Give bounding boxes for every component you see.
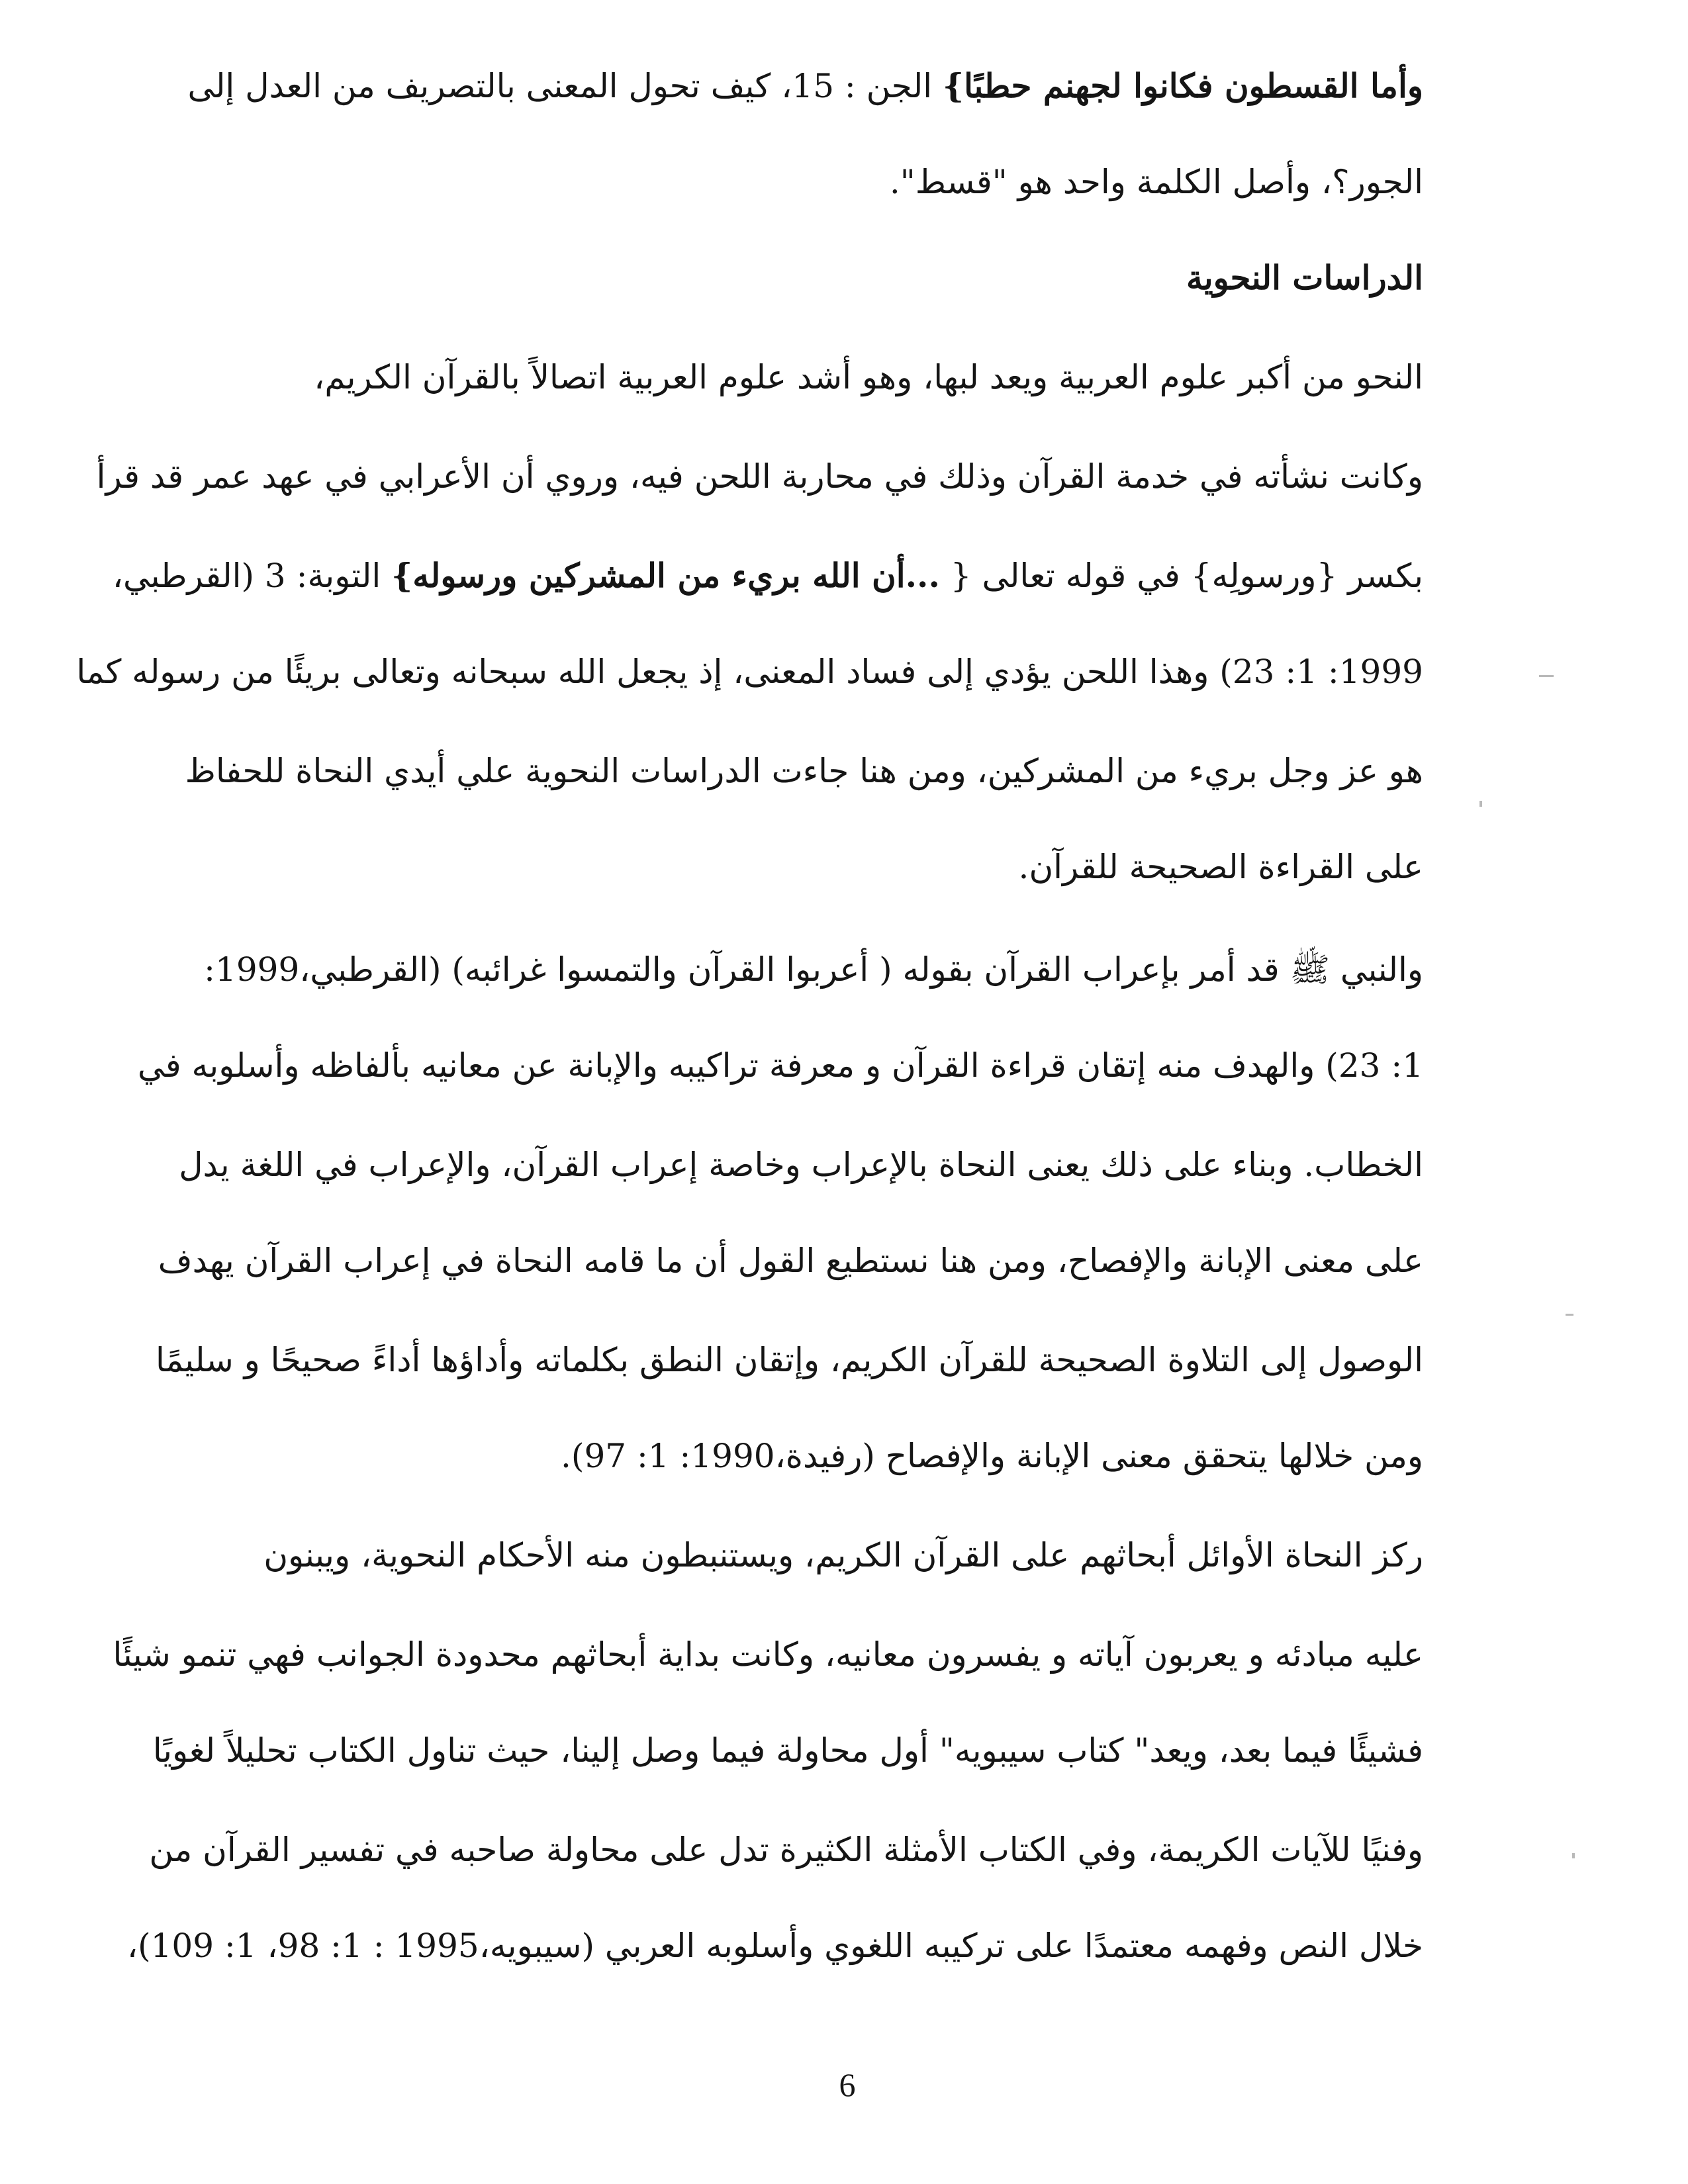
paragraph-1-line-5: هو عز وجل بريء من المشركين، ومن هنا جاءت الدراسات النحوية علي أيدي النحاة للحفاظ xyxy=(185,752,1423,790)
paragraph-1-line-3 xyxy=(112,529,1423,622)
section-heading: الدراسات النحوية xyxy=(1186,258,1423,297)
scan-mark xyxy=(1572,1853,1575,1858)
text-part: التوبة: 3 (القرطبي، xyxy=(112,557,392,595)
paragraph-3-line-4: وفنيًا للآيات الكريمة، وفي الكتاب الأمثلة الكثيرة تدل على محاولة صاحبه في تفسير القرآن من xyxy=(149,1831,1423,1869)
scan-mark xyxy=(1566,1314,1573,1316)
document-page xyxy=(76,40,1423,2065)
scan-mark xyxy=(1479,801,1482,807)
quran-verse-bold: وأما القسطون فكانوا لجهنم حطبًا} xyxy=(943,66,1423,105)
page-number: 6 xyxy=(839,2066,856,2103)
paragraph-1-line-1: النحو من أكبر علوم العربية ويعد لبها، وهو أشد علوم العربية اتصالاً بالقرآن الكريم، xyxy=(314,358,1423,396)
paragraph-2-line-1: والنبي ﷺ قد أمر بإعراب القرآن بقوله ( أعربوا القرآن والتمسوا غرائبه) (القرطبي،1999: xyxy=(204,950,1423,989)
text-part: بكسر {ورسولِه} في قوله تعالى { xyxy=(939,557,1423,595)
paragraph-3-line-2: عليه مبادئه و يعربون آياته و يفسرون معانيه، وكانت بداية أبحاثهم محدودة الجوانب فهي تنمو شيئًا xyxy=(113,1635,1423,1674)
quran-verse-bold: ...أن الله بريء من المشركين ورسوله} xyxy=(391,556,940,595)
scan-mark xyxy=(1539,675,1554,677)
text-line-2: الجور؟، وأصل الكلمة واحد هو "قسط". xyxy=(889,163,1423,201)
paragraph-1-line-6: على القراءة الصحيحة للقرآن. xyxy=(1018,848,1423,886)
paragraph-1-line-4: 1999: 1: 23) وهذا اللحن يؤدي إلى فساد المعنى، إذ يجعل الله سبحانه وتعالى بريئًا من رسوله كما xyxy=(76,653,1423,691)
paragraph-3-line-5: خلال النص وفهمه معتمدًا على تركيبه اللغوي وأسلوبه العربي (سيبويه،1995 : 1: 98، 1: 109)، xyxy=(126,1927,1423,1965)
paragraph-2-line-5: الوصول إلى التلاوة الصحيحة للقرآن الكريم، وإتقان النطق بكلماته وأداؤها أداءً صحيحًا و سليمًا xyxy=(156,1341,1423,1379)
paragraph-2-line-3: الخطاب. وبناء على ذلك يعنى النحاة بالإعراب وخاصة إعراب القرآن، والإعراب في اللغة يدل xyxy=(179,1146,1423,1184)
paragraph-2-line-2: 1: 23) والهدف منه إتقان قراءة القرآن و معرفة تراكيبه والإبانة عن معانيه بألفاظه وأسلوبه في xyxy=(138,1046,1423,1085)
text-line-1-rest: الجن : 15، كيف تحول المعنى بالتصريف من العدل إلى xyxy=(187,67,943,105)
paragraph-3-line-3: فشيئًا فيما بعد، ويعد" كتاب سيبويه" أول محاولة فيما وصل إلينا، حيث تناول الكتاب تحليلاً لغويًا xyxy=(152,1731,1423,1770)
paragraph-2-line-6: ومن خلالها يتحقق معنى الإبانة والإفصاح (رفيدة،1990: 1: 97). xyxy=(561,1437,1423,1475)
paragraph-2-line-4: على معنى الإبانة والإفصاح، ومن هنا نستطيع القول أن ما قامه النحاة في إعراب القرآن يهدف xyxy=(158,1242,1423,1280)
text-line-1 xyxy=(187,40,1423,132)
paragraph-1-line-2: وكانت نشأته في خدمة القرآن وذلك في محاربة اللحن فيه، وروي أن الأعرابي في عهد عمر قد قرأ xyxy=(96,457,1423,496)
paragraph-3-line-1: ركز النحاة الأوائل أبحاثهم على القرآن الكريم، ويستنبطون منه الأحكام النحوية، ويبنون xyxy=(263,1536,1423,1574)
